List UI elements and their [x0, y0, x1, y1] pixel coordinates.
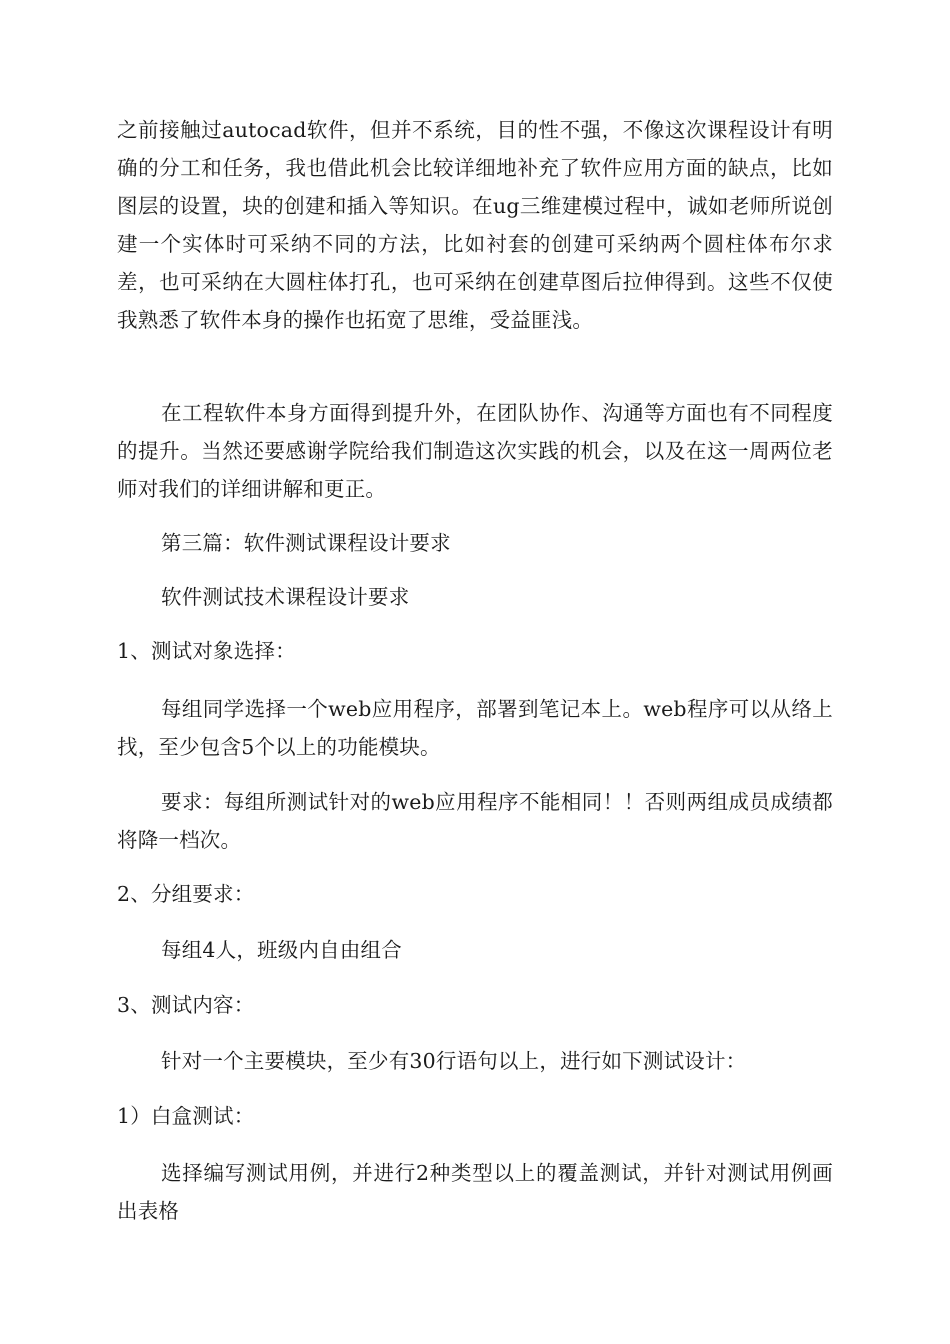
- heading-test-object: 1、测试对象选择：: [117, 639, 296, 663]
- document-subtitle: 软件测试技术课程设计要求: [161, 585, 410, 609]
- paragraph-teamwork: 在工程软件本身方面得到提升外，在团队协作、沟通等方面也有不同程度的提升。当然还要感谢学院给我们制造这次实践的机会，以及在这一周两位老师对我们的详细讲解和更正。: [117, 401, 833, 501]
- paragraph-test-object: 每组同学选择一个web应用程序，部署到笔记本上。web程序可以从络上找，至少包含5个以上的功能模块。: [117, 697, 833, 759]
- paragraph-requirement: 要求：每组所测试针对的web应用程序不能相同！！否则两组成员成绩都将降一档次。: [117, 790, 833, 852]
- heading-white-box: 1）白盒测试：: [117, 1104, 255, 1128]
- paragraph-white-box: 选择编写测试用例，并进行2种类型以上的覆盖测试，并针对测试用例画出表格: [117, 1161, 833, 1223]
- heading-test-content: 3、测试内容：: [117, 993, 255, 1017]
- paragraph-intro: 之前接触过autocad软件，但并不系统，目的性不强，不像这次课程设计有明确的分工和任务，我也借此机会比较详细地补充了软件应用方面的缺点，比如图层的设置，块的创建和插入等知识。在ug三维建模过程中，诚如老师所说创建一个实体时可采纳不同的方法，比如衬套的创建可采纳两个圆柱体布尔求差，也可采纳在大圆柱体打孔，也可采纳在创建草图后拉伸得到。这些不仅使我熟悉了软件本身的操作也拓宽了思维，受益匪浅。: [117, 118, 833, 332]
- heading-grouping: 2、分组要求：: [117, 882, 255, 906]
- section-title: 第三篇：软件测试课程设计要求: [161, 531, 451, 555]
- paragraph-grouping: 每组4人，班级内自由组合: [161, 938, 402, 962]
- paragraph-test-content: 针对一个主要模块，至少有30行语句以上，进行如下测试设计：: [161, 1049, 747, 1073]
